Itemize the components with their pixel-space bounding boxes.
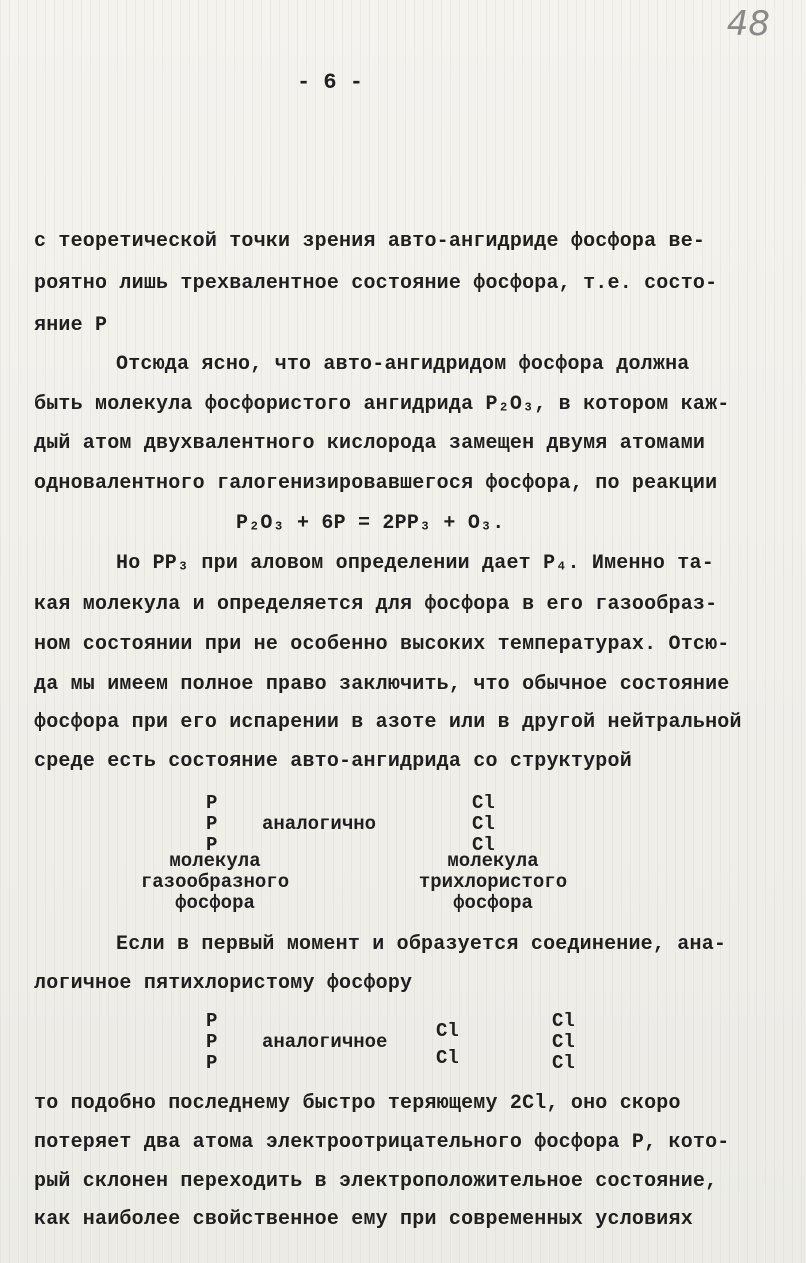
caption-line: фосфора <box>453 892 533 914</box>
text-line: фосфора при его испарении в азоте или в другой нейтральной <box>34 711 742 734</box>
page-number: - 6 - <box>296 70 363 95</box>
caption-line: фосфора <box>175 892 255 914</box>
text-line: быть молекула фосфористого ангидрида P₂O₃, в котором каж- <box>34 393 730 416</box>
text-line: рый склонен переходить в электроположительное состояние, <box>34 1170 718 1193</box>
folio-number: 48 <box>726 4 770 44</box>
text-line: кая молекула и определяется для фосфора в его газообраз- <box>34 593 718 616</box>
atom-symbol: P <box>206 1052 218 1074</box>
analogy-word: аналогичное <box>262 1031 388 1053</box>
caption-line: молекула <box>447 850 539 872</box>
caption-line: трихлористого <box>418 871 568 893</box>
text-line: Отсюда ясно, что авто-ангидридом фосфора должна <box>116 353 690 376</box>
text-line: роятно лишь трехвалентное состояние фосфора, т.е. состо- <box>34 272 718 295</box>
atom-symbol: Cl <box>436 1047 459 1069</box>
text-line: логичное пятихлористому фосфору <box>34 972 413 995</box>
atom-symbol: Cl <box>472 813 495 835</box>
text-line: Но PP₃ при аловом определении дает P₄. Именно та- <box>116 552 714 575</box>
atom-symbol: P <box>206 1031 218 1053</box>
text-line: дый атом двухвалентного кислорода замещен двумя атомами <box>34 432 706 455</box>
text-line: потеряет два атома электроотрицательного фосфора Р, кото- <box>34 1131 730 1154</box>
text-line: с теоретической точки зрения авто-ангидриде фосфора ве- <box>34 230 706 253</box>
atom-symbol: Cl <box>552 1010 575 1032</box>
atom-symbol: P <box>206 834 218 856</box>
reaction-equation: P₂O₃ + 6P = 2PP₃ + O₃. <box>236 512 505 535</box>
atom-symbol: P <box>206 813 218 835</box>
atom-symbol: Cl <box>472 792 495 814</box>
atom-symbol: Cl <box>472 834 495 856</box>
atom-symbol: Cl <box>552 1031 575 1053</box>
caption-line: газообразного <box>140 871 290 893</box>
text-line: одновалентного галогенизировавшегося фосфора, по реакции <box>34 472 718 495</box>
text-line: как наиболее свойственное ему при современных условиях <box>34 1208 693 1231</box>
text-line: да мы имеем полное право заключить, что обычное состояние <box>34 673 730 696</box>
text-line: то подобно последнему быстро теряющему 2Cl, оно скоро <box>34 1092 681 1115</box>
atom-symbol: Cl <box>436 1020 459 1042</box>
atom-symbol: P <box>206 1010 218 1032</box>
atom-symbol: P <box>206 792 218 814</box>
caption-line: молекула <box>169 850 261 872</box>
text-line: Если в первый момент и образуется соединение, ана- <box>116 933 727 956</box>
text-line: яние Р <box>34 314 108 337</box>
atom-symbol: Cl <box>552 1052 575 1074</box>
analogy-word: аналогично <box>262 813 377 835</box>
text-line: среде есть состояние авто-ангидрида со структурой <box>34 750 632 773</box>
text-line: ном состоянии при не особенно высоких температурах. Отсю- <box>34 633 730 656</box>
